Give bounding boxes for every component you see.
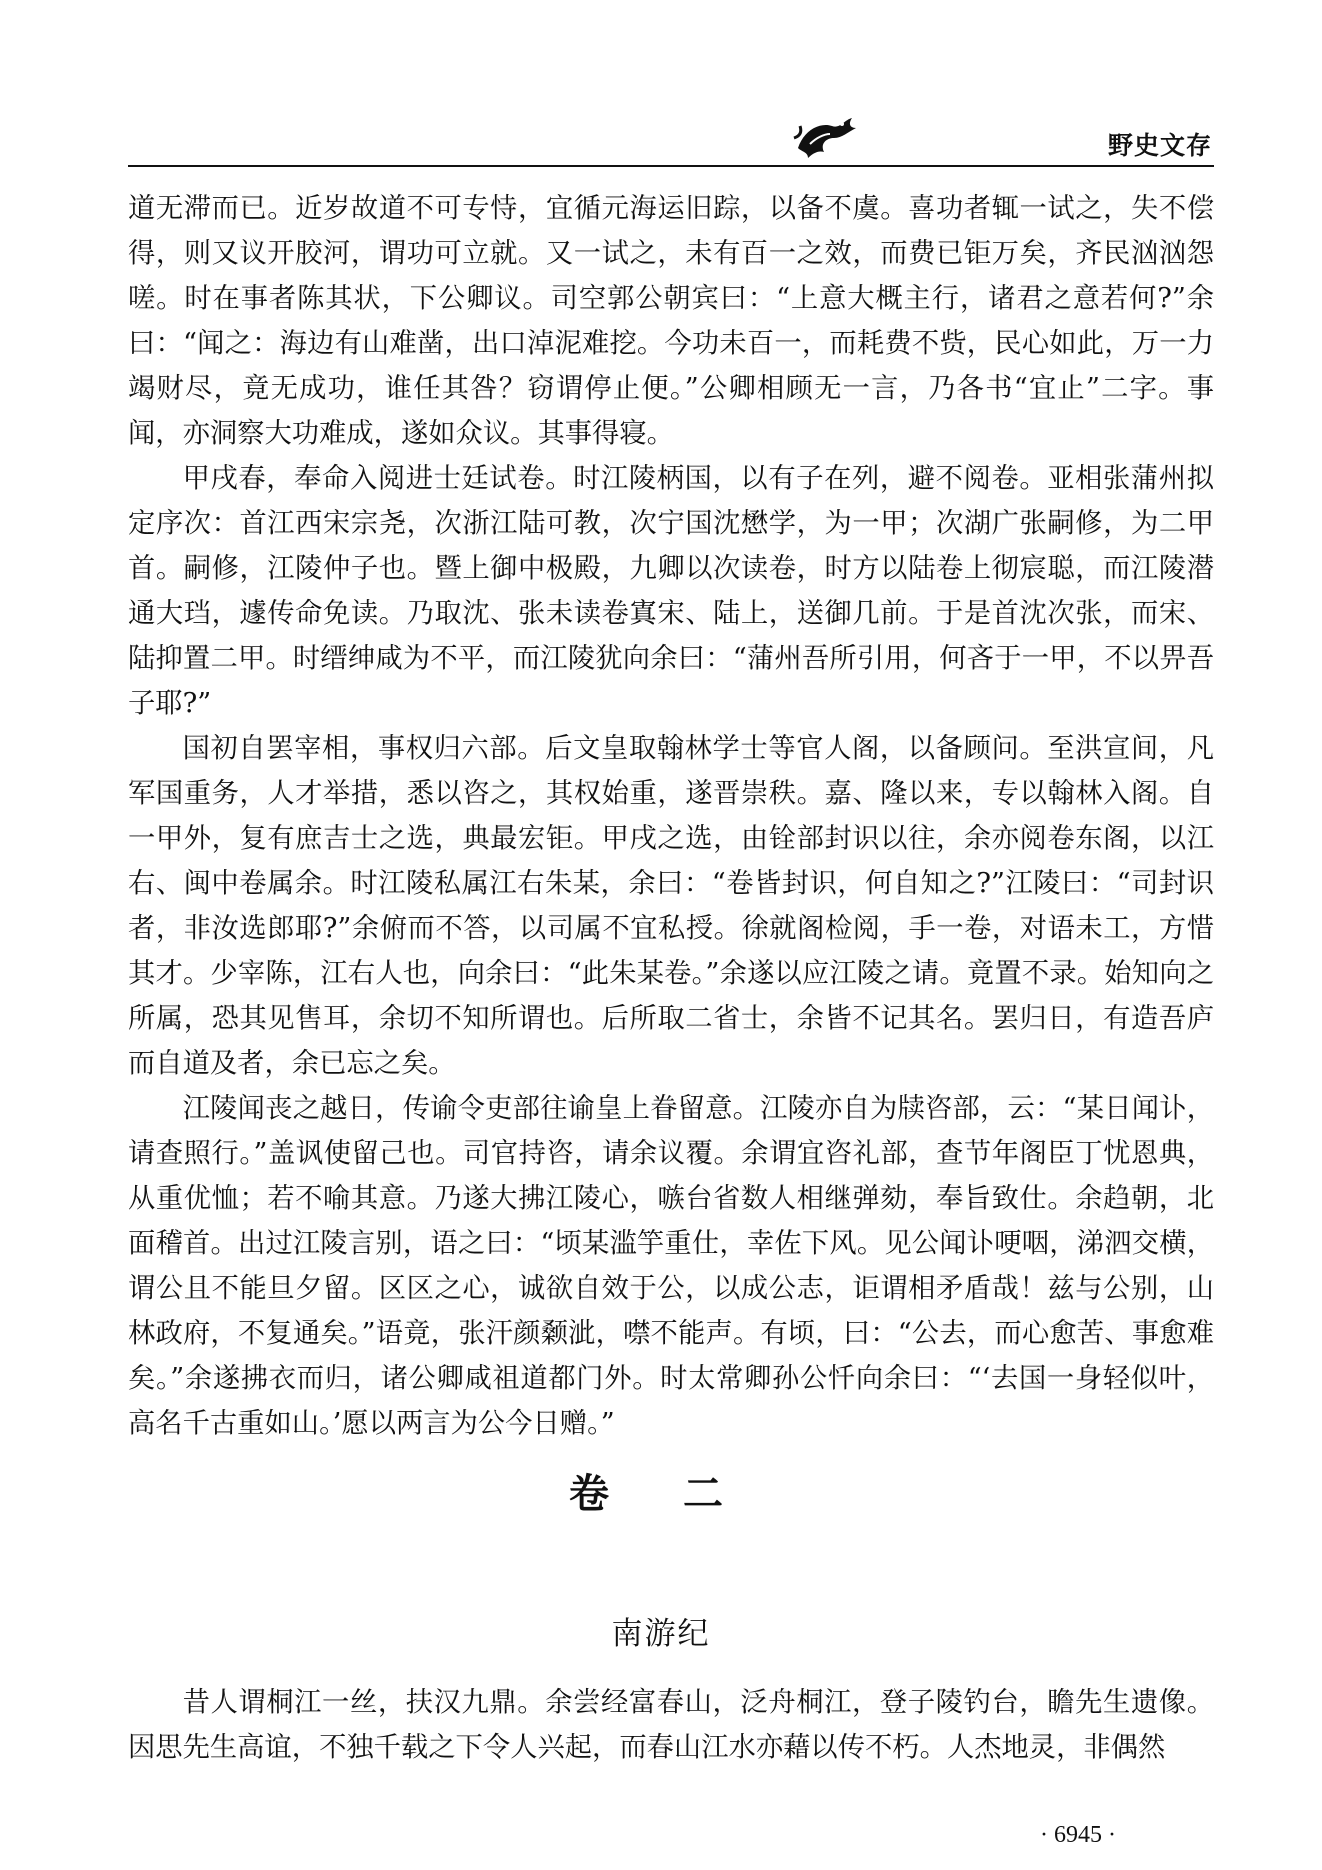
paragraph: 昔人谓桐江一丝，扶汉九鼎。余尝经富春山，泛舟桐江，登子陵钓台，瞻先生遗像。因思先生高谊，不独千载之下令人兴起，而春山江水亦藉以传不朽。人杰地灵，非偶然 [128, 1687, 1214, 1763]
chapter-heading: 卷 二 [569, 1471, 753, 1517]
running-header [0, 100, 1322, 170]
header-divider [128, 165, 1214, 167]
section-body [128, 1680, 1214, 1770]
page-number: · 6945 · [1040, 1822, 1116, 1848]
paragraph: 道无滞而已。近岁故道不可专恃，宜循元海运旧踪，以备不虞。喜功者辄一试之，失不偿得，则又议开胶河，谓功可立就。又一试之，未有百一之效，而费已钜万矣，齐民汹汹怨嗟。时在事者陈其状，下公卿议。司空郭公朝宾曰：“上意大概主行，诸君之意若何?”余曰：“闻之：海边有山难凿，出口淖泥难挖。今功未百一，而耗费不赀，民心如此，万一力竭财尽，竟无成功，谁任其咎？窃谓停止便。”公卿相顾无一言，乃各书“宜止”二字。事闻，亦洞察大功难成，遂如众议。其事得寝。 [128, 193, 1214, 449]
paragraph: 江陵闻丧之越日，传谕令吏部往谕皇上眷留意。江陵亦自为牍咨部，云：“某日闻讣，请查照行。”盖讽使留己也。司官持咨，请余议覆。余谓宜咨礼部，查节年阁臣丁忧恩典，从重优恤；若不喻其意。乃遂大拂江陵心，嗾台省数人相继弹劾，奉旨致仕。余趋朝，北面稽首。出过江陵言别，语之曰：“顷某滥竽重仕，幸佐下风。见公闻讣哽咽，涕泗交横，谓公且不能旦夕留。区区之心，诚欲自效于公，以成公志，讵谓相矛盾哉！兹与公别，山林政府，不复通矣。”语竟，张汗颜颡泚，噤不能声。有顷，曰：“公去，而心愈苦、事愈难矣。”余遂拂衣而归，诸公卿咸祖道都门外。时太常卿孙公忏向余曰：“‘去国一身轻似叶，高名千古重如山。’愿以两言为公今日赠。” [128, 1093, 1214, 1439]
paragraph: 甲戌春，奉命入阅进士廷试卷。时江陵柄国，以有子在列，避不阅卷。亚相张蒲州拟定序次：首江西宋宗尧，次浙江陆可教，次宁国沈懋学，为一甲；次湖广张嗣修，为二甲首。嗣修，江陵仲子也。暨上御中极殿，九卿以次读卷，时方以陆卷上彻宸聪，而江陵潜通大珰，遽传命免读。乃取沈、张未读卷寘宋、陆上，送御几前。于是首沈次张，而宋、陆抑置二甲。时缙绅咸为不平，而江陵犹向余曰：“蒲州吾所引用，何吝于一甲，不以畀吾子耶?” [128, 463, 1214, 719]
section-title: 南游纪 [611, 1616, 711, 1652]
header-title: 野史文存 [1107, 131, 1212, 160]
paragraph: 国初自罢宰相，事权归六部。后文皇取翰林学士等官人阁，以备顾问。至洪宣间，凡军国重务，人才举措，悉以咨之，其权始重，遂晋崇秩。嘉、隆以来，专以翰林入阁。自一甲外，复有庶吉士之选，典最宏钜。甲戌之选，由铨部封识以往，余亦阅卷东阁，以江右、闽中卷属余。时江陵私属江右朱某，余曰：“卷皆封识，何自知之?”江陵曰：“司封识者，非汝选郎耶?”余俯而不答，以司属不宜私授。徐就阁检阅，手一卷，对语未工，方惜其才。少宰陈，江右人也，向余曰：“此朱某卷。”余遂以应江陵之请。竟置不录。始知向之所属，恐其见售耳，余切不知所谓也。后所取二省士，余皆不记其名。罢归日，有造吾庐而自道及者，余已忘之矣。 [128, 733, 1214, 1079]
body-text [128, 186, 1214, 1446]
dragon-icon [790, 108, 860, 164]
